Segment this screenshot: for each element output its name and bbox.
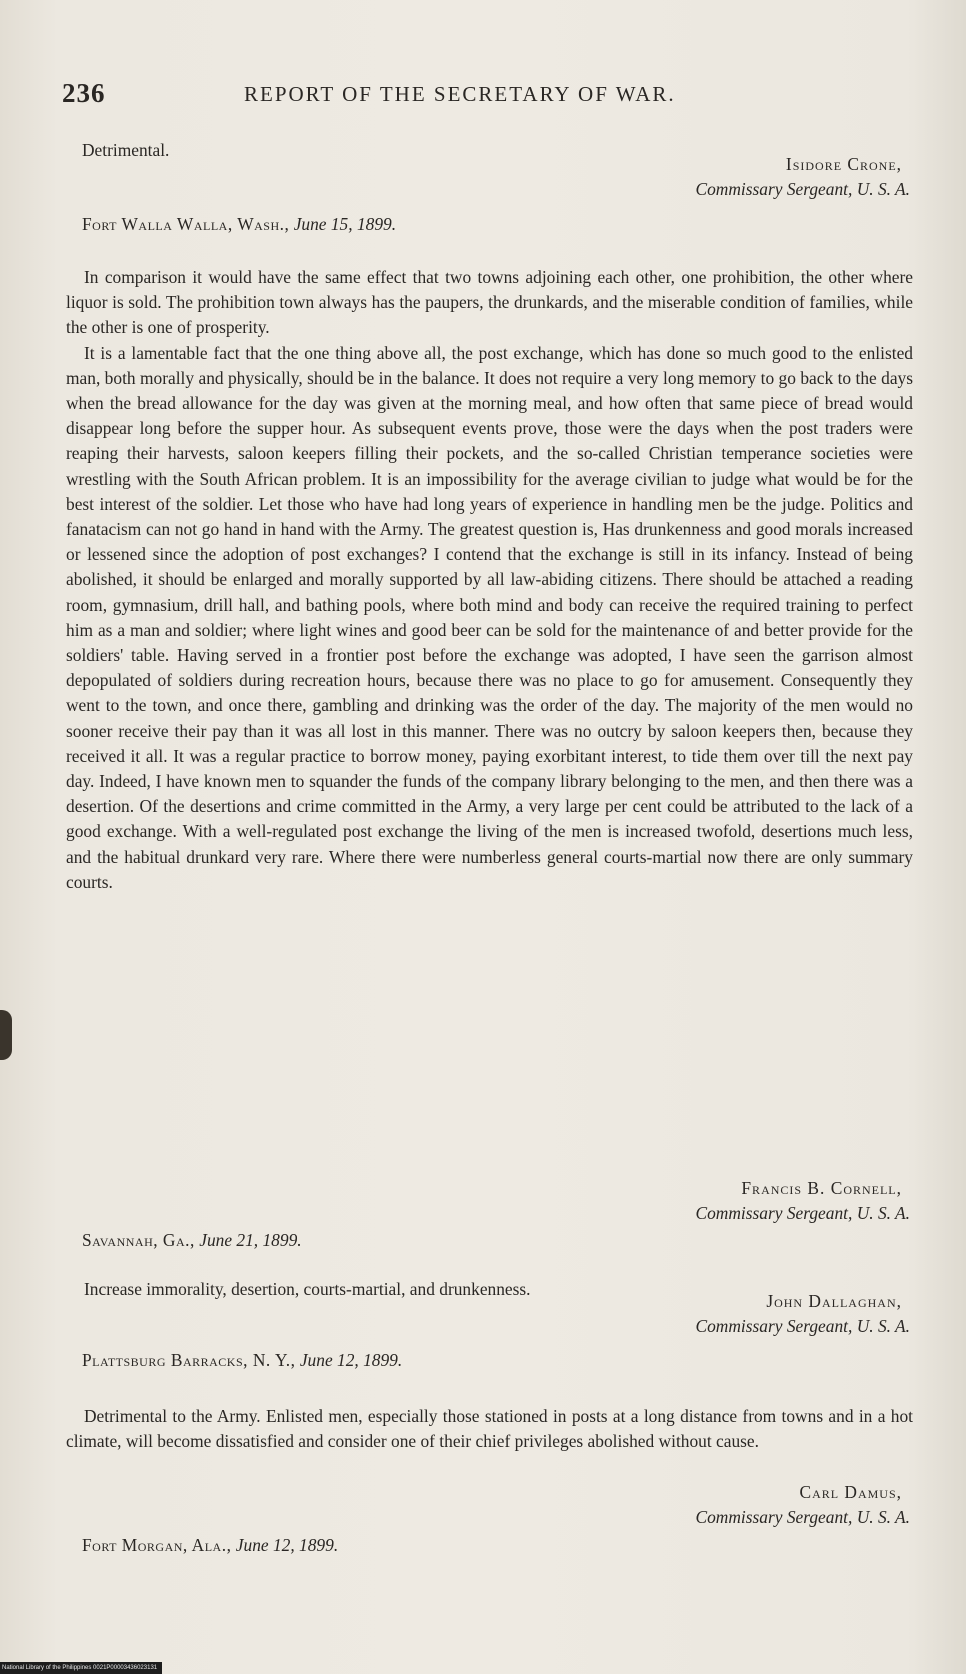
- entry-text: Detrimental to the Army. Enlisted men, especially those stationed in posts at a long distance from towns and in a hot climate, will become dissatisfied and consider one of their chief privileges abolished without cause.: [66, 1406, 913, 1452]
- signature-block: [590, 152, 910, 202]
- signatory-name: John Dallaghan,: [766, 1291, 902, 1311]
- signatory-name: Francis B. Cornell,: [741, 1178, 902, 1198]
- entry-text: Increase immorality, desertion, courts-martial, and drunkenness.: [84, 1279, 531, 1299]
- signature-block: [590, 1289, 910, 1339]
- entry-body: [66, 265, 913, 895]
- paragraph: In comparison it would have the same effect that two towns adjoining each other, one prohibition, the other where liquor is sold. The prohibition town always has the paupers, the drunkards, and the miserable condition of families, while the other is one of prosperity.: [66, 267, 913, 338]
- signature-block: [590, 1176, 910, 1226]
- signatory-rank: Commissary Sergeant, U. S. A.: [695, 1203, 910, 1223]
- page-header: [62, 78, 896, 114]
- signatory-rank: Commissary Sergeant, U. S. A.: [695, 1507, 910, 1527]
- dateline: [82, 1350, 402, 1371]
- date: June 12, 1899.: [235, 1535, 339, 1555]
- scan-edge-mark: [0, 1010, 12, 1060]
- date: June 21, 1899.: [199, 1230, 302, 1250]
- dateline: [82, 1230, 302, 1251]
- signatory-name: Carl Damus,: [799, 1482, 902, 1502]
- date: June 15, 1899.: [293, 214, 397, 234]
- place: Plattsburg Barracks, N. Y.,: [82, 1350, 296, 1370]
- place: Fort Walla Walla, Wash.,: [82, 214, 290, 234]
- signatory-rank: Commissary Sergeant, U. S. A.: [695, 179, 910, 199]
- signatory-rank: Commissary Sergeant, U. S. A.: [695, 1316, 910, 1336]
- signature-block: [590, 1480, 910, 1530]
- place: Fort Morgan, Ala.,: [82, 1535, 232, 1555]
- paragraph: It is a lamentable fact that the one thing above all, the post exchange, which has done so much good to the enlisted man, both morally and physically, should be in the balance. It does not require a very long memory to go back to the days when the bread allowance for the day was given at the morning meal, and how often that same piece of bread would disappear long before the supper hour. As subsequent events prove, those were the days when the post traders were reaping their harvests, saloon keepers filling their pockets, and the so-called Christian temperance societies were wrestling with the South African problem. It is an impossibility for the average civilian to judge what would be for the best interest of the soldier. Let those who have had long years of experience in handling men be the judge. Politics and fanatacism can not go hand in hand with the Army. The greatest question is, Has drunkenness and good morals increased or lessened since the adoption of post exchanges? I contend that the exchange is still in its infancy. Instead of being abolished, it should be enlarged and morally supported by all law-abiding citizens. There should be attached a reading room, gymnasium, drill hall, and bathing pools, where both mind and body can receive the required training to perfect him as a man and soldier; where light wines and good beer can be sold for the maintenance of and better provide for the soldiers' table. Having served in a frontier post before the exchange was adopted, I have seen the garrison almost depopulated of soldiers during recreation hours, because there was no place to go for amusement. Consequently they went to the town, and once there, gambling and drinking was the order of the day. The majority of the men would no sooner receive their pay than it was all lost in this manner. There was no outcry by saloon keepers then, because they received it all. It was a regular practice to borrow money, paying exorbitant interest, to tide them over till the next pay day. Indeed, I have known men to squander the funds of the company library belonging to the men, and then there was a desertion. Of the desertions and crime committed in the Army, a very large per cent could be attributed to the lack of a good exchange. With a well-regulated post exchange the living of the men is increased twofold, desertions much less, and the habitual drunkard very rare. Where there were numberless general courts-martial now there are only summary courts.: [66, 342, 913, 892]
- entry-text: Detrimental.: [82, 140, 170, 160]
- signatory-name: Isidore Crone,: [785, 154, 902, 174]
- page-number: 236: [62, 78, 106, 108]
- dateline: [82, 1535, 338, 1556]
- place: Savannah, Ga.,: [82, 1230, 195, 1250]
- dateline: [82, 214, 396, 235]
- running-head: REPORT OF THE SECRETARY OF WAR.: [244, 82, 676, 106]
- scan-footer-label: National Library of the Philippines 0021P00003436023131: [0, 1662, 162, 1674]
- date: June 12, 1899.: [299, 1350, 403, 1370]
